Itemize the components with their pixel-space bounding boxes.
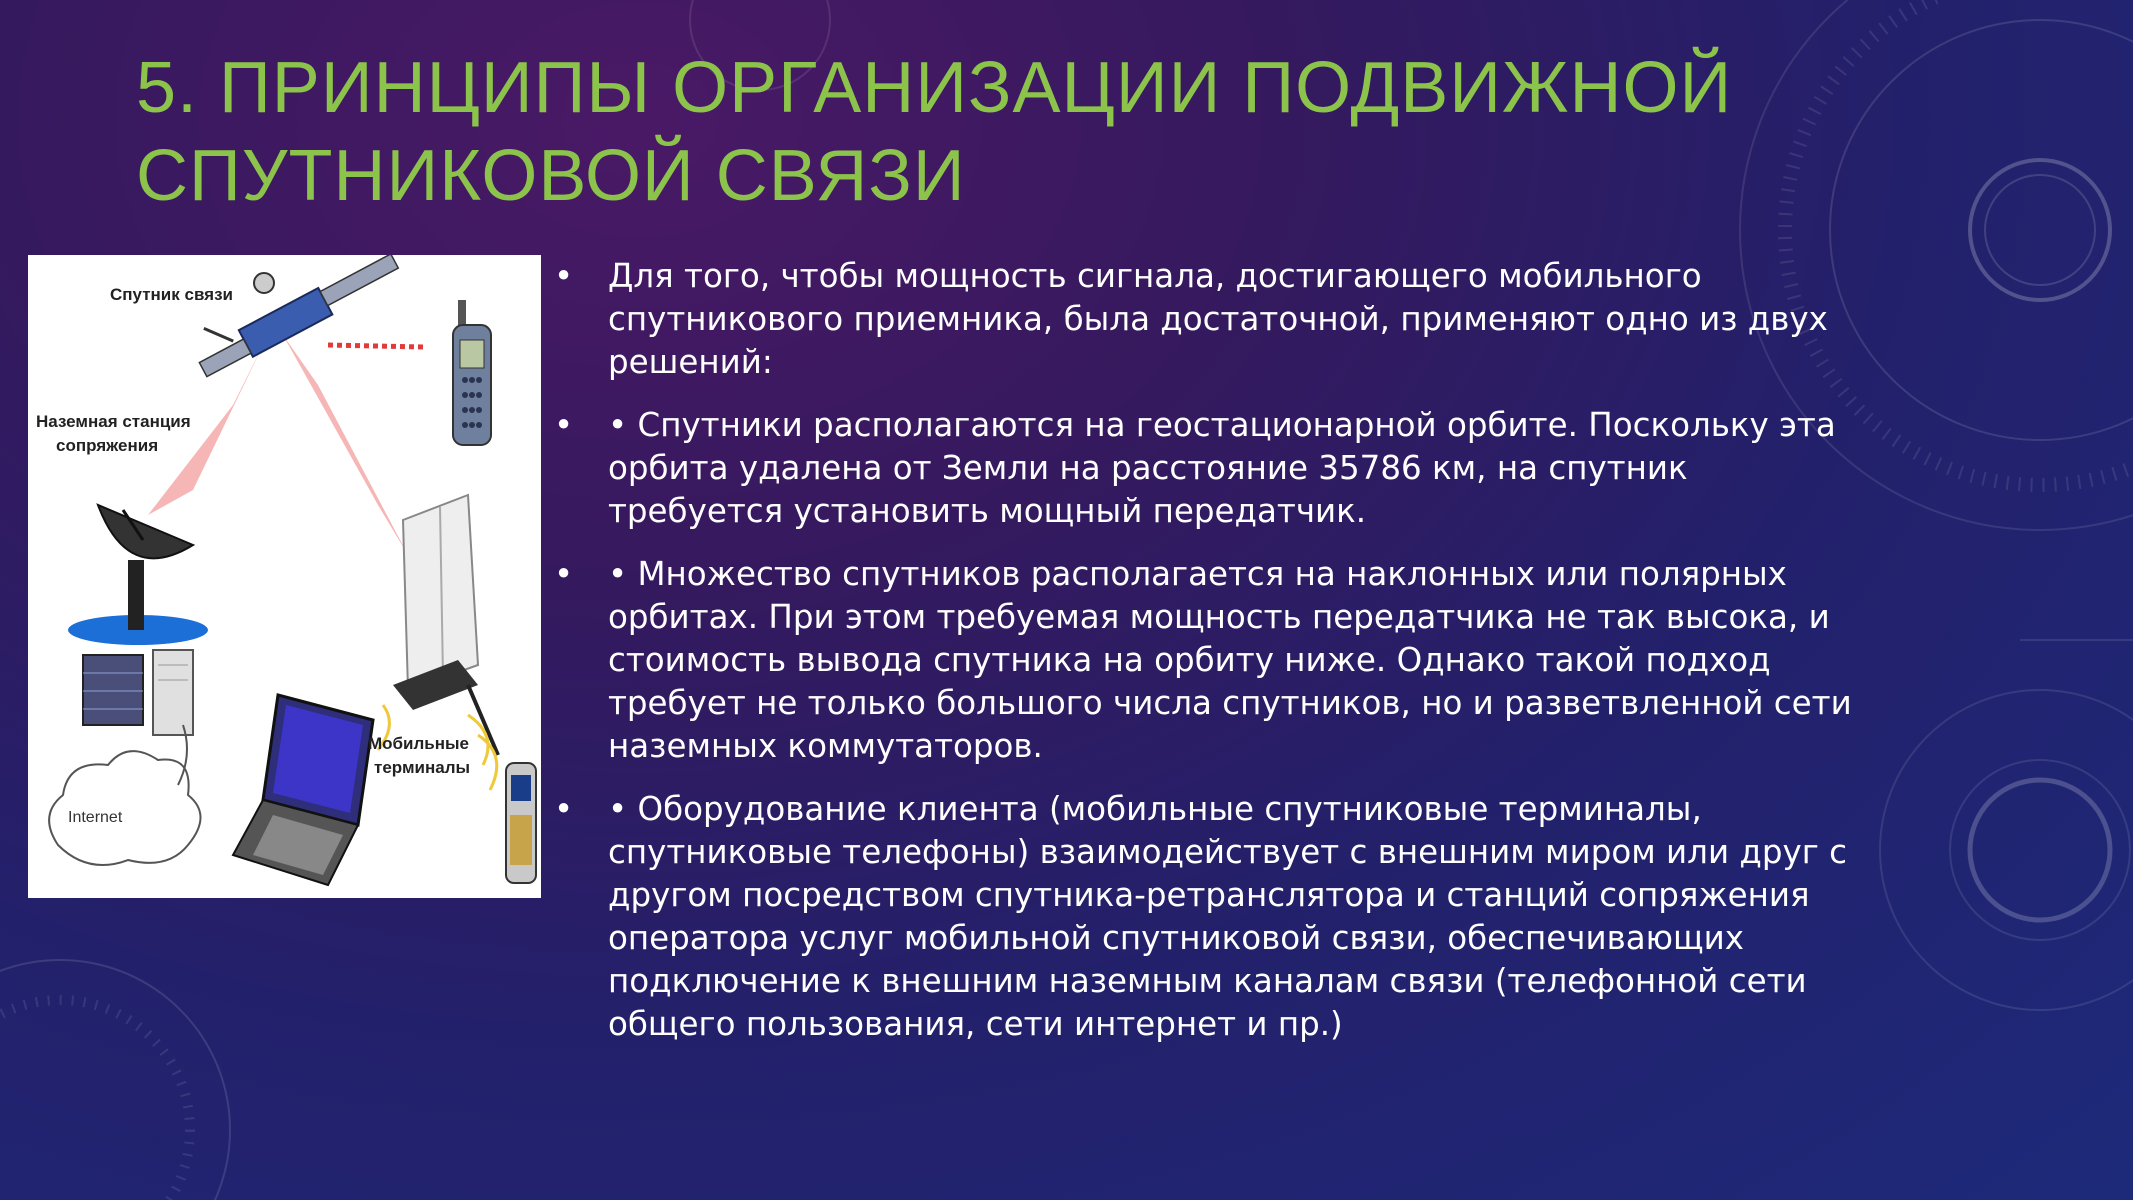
label-ground-station-2: сопряжения bbox=[56, 436, 159, 455]
bullet-marker: • bbox=[554, 406, 574, 444]
label-mobile-2: терминалы bbox=[374, 758, 471, 777]
label-ground-station-1: Наземная станция bbox=[36, 412, 191, 431]
satellite-phone-icon bbox=[506, 763, 536, 883]
bullet-marker: • bbox=[554, 555, 574, 593]
bullet-list bbox=[554, 255, 1854, 1066]
label-satellite: Спутник связи bbox=[110, 285, 233, 304]
list-item bbox=[554, 255, 1854, 384]
satellite-network-diagram bbox=[28, 255, 541, 898]
internet-cloud-icon bbox=[49, 725, 200, 865]
title-line-2: СПУТНИКОВОЙ СВЯЗИ bbox=[136, 136, 966, 216]
dish-antenna-icon bbox=[68, 505, 208, 645]
list-item bbox=[554, 404, 1854, 533]
diagram-illustration bbox=[28, 255, 541, 898]
satellite-terminal-icon bbox=[393, 495, 498, 755]
bullet-text: • Множество спутников располагается на наклонных или полярных орбитах. При этом требуемая мощность передатчика не так высока, и стоимость вывода спутника на орбиту ниже. Однако такой подход требует не только большого числа спутников, но и разветвленной сети наземных коммутаторов. bbox=[608, 555, 1852, 765]
bullet-text: • Оборудование клиента (мобильные спутниковые терминалы, спутниковые телефоны) взаимодействует с внешним миром или друг с другом посредством спутника-ретранслятора и станций сопряжения оператора услуг мобильной спутниковой связи, обеспечивающих подключение к внешним наземным каналам связи (телефонной сети общего пользования, сети интернет и пр.) bbox=[608, 790, 1848, 1043]
mobile-phone-icon bbox=[453, 300, 491, 445]
beam-to-terminal bbox=[283, 335, 408, 555]
title-line-1: 5. ПРИНЦИПЫ ОРГАНИЗАЦИИ ПОДВИЖНОЙ bbox=[136, 48, 1733, 128]
label-mobile-1: Мобильные bbox=[368, 734, 469, 753]
laptop-icon bbox=[233, 695, 373, 885]
bullet-marker: • bbox=[554, 790, 574, 828]
satellite-icon bbox=[186, 255, 403, 380]
server-rack-icon bbox=[83, 650, 193, 735]
slide-title bbox=[136, 44, 1836, 220]
bullet-text: Для того, чтобы мощность сигнала, достигающего мобильного спутникового приемника, была достаточной, применяют одно из двух решений: bbox=[608, 257, 1828, 381]
list-item bbox=[554, 788, 1854, 1046]
beam-to-phone bbox=[328, 345, 423, 347]
label-internet: Internet bbox=[68, 809, 123, 826]
bullet-marker: • bbox=[554, 257, 574, 295]
list-item bbox=[554, 553, 1854, 768]
bullet-text: • Спутники располагаются на геостационарной орбите. Поскольку эта орбита удалена от Земли на расстояние 35786 км, на спутник требуется установить мощный передатчик. bbox=[608, 406, 1836, 530]
